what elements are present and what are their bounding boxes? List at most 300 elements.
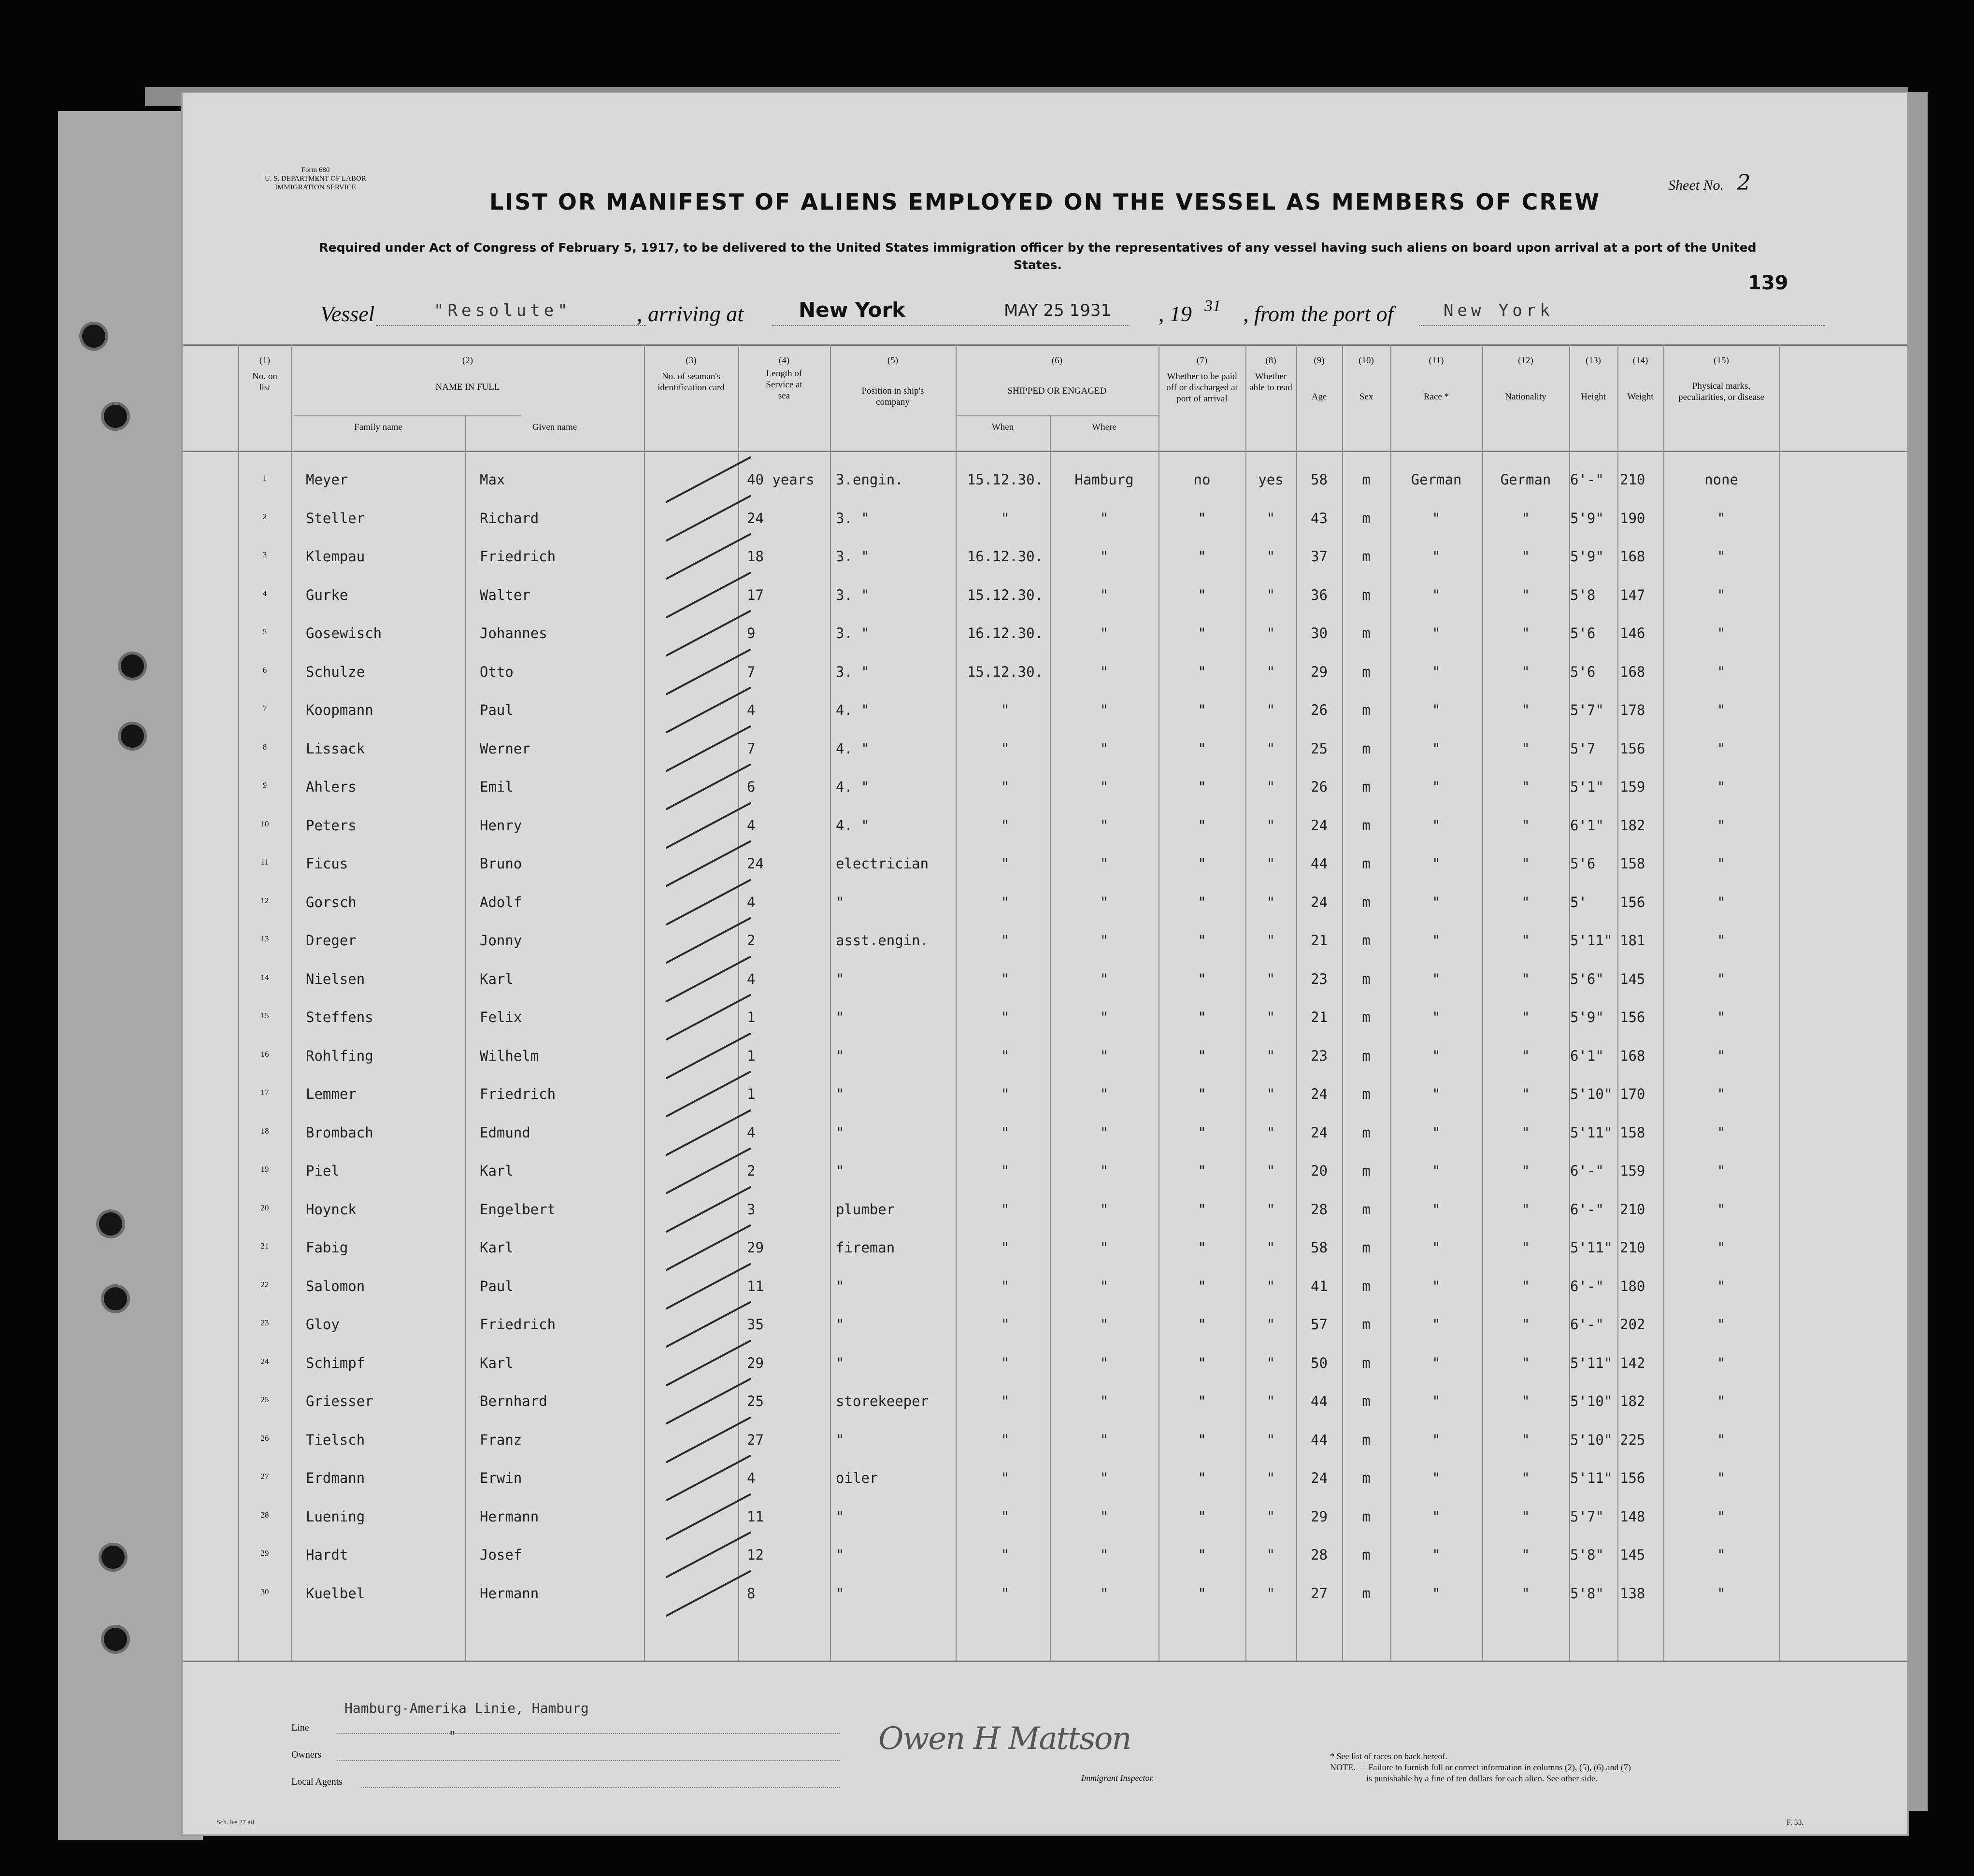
- row-number: 25: [260, 1395, 269, 1404]
- cell-when: ": [1001, 1047, 1010, 1064]
- table-row: [183, 1505, 1907, 1543]
- inspector-label: Immigrant Inspector.: [1081, 1773, 1154, 1783]
- header-service: (4) Length of Service at sea: [766, 355, 802, 401]
- cell-position: ": [836, 1124, 844, 1141]
- cell-position: 3. ": [836, 586, 870, 603]
- cell-sex: m: [1362, 855, 1371, 872]
- cell-when: ": [1001, 1508, 1010, 1525]
- cell-sex: m: [1362, 625, 1371, 641]
- cell-service: 2: [747, 1163, 756, 1179]
- form-number: Form 680: [301, 166, 330, 174]
- header-weight: (14) Weight: [1627, 355, 1654, 402]
- cell-position: 3. ": [836, 663, 870, 680]
- service-name: IMMIGRATION SERVICE: [275, 184, 356, 191]
- cell-given: Werner: [480, 740, 530, 757]
- schedule-code: Sch. las 27 ad: [216, 1819, 254, 1826]
- cell-position: ": [836, 1547, 844, 1563]
- cell-where: ": [1100, 740, 1109, 757]
- cell-where: ": [1100, 586, 1109, 603]
- cell-marks: ": [1717, 1124, 1726, 1141]
- cell-service: 3: [747, 1201, 756, 1218]
- cell-sex: m: [1362, 1009, 1371, 1025]
- cell-age: 24: [1311, 817, 1328, 834]
- cell-race: ": [1432, 586, 1441, 603]
- cell-paid: ": [1198, 779, 1206, 795]
- binder-hole: [121, 725, 144, 748]
- cell-height: 5'6": [1570, 970, 1604, 987]
- cell-given: Karl: [480, 970, 514, 987]
- table-row: [183, 967, 1907, 1006]
- header-bottom-rule: [183, 451, 1907, 452]
- cell-given: Karl: [480, 1163, 514, 1179]
- sheet-value: 2: [1737, 171, 1751, 195]
- cell-where: ": [1100, 970, 1109, 987]
- cell-age: 21: [1311, 1009, 1328, 1025]
- binder-hole: [99, 1212, 122, 1236]
- cell-paid: ": [1198, 855, 1206, 872]
- binder-hole: [101, 1546, 125, 1569]
- cell-family: Steller: [306, 510, 365, 526]
- cell-nationality: ": [1521, 663, 1530, 680]
- cell-marks: ": [1717, 1508, 1726, 1525]
- cell-height: 5'10": [1570, 1086, 1613, 1102]
- cell-paid: ": [1198, 740, 1206, 757]
- cell-race: ": [1432, 1547, 1441, 1563]
- cell-paid: ": [1198, 1047, 1206, 1064]
- cell-nationality: ": [1521, 817, 1530, 834]
- table-row: [183, 1389, 1907, 1428]
- cell-read: ": [1266, 740, 1275, 757]
- sheet-label: Sheet No.: [1668, 177, 1724, 193]
- cell-height: 5'8": [1570, 1547, 1604, 1563]
- cell-service: 4: [747, 894, 756, 910]
- cell-marks: ": [1717, 1316, 1726, 1333]
- cell-height: 5'8: [1570, 586, 1596, 603]
- cell-position: 4. ": [836, 817, 870, 834]
- cell-race: ": [1432, 1124, 1441, 1141]
- cell-service: 2: [747, 932, 756, 949]
- cell-service: 29: [747, 1239, 764, 1256]
- cell-race: ": [1432, 970, 1441, 987]
- cell-height: 5'9": [1570, 548, 1604, 565]
- cell-nationality: ": [1521, 1316, 1530, 1333]
- cell-nationality: ": [1521, 1278, 1530, 1294]
- cell-height: 5'6: [1570, 663, 1596, 680]
- cell-service: 1: [747, 1009, 756, 1025]
- cell-read: ": [1266, 894, 1275, 910]
- cell-when: ": [1001, 932, 1010, 949]
- cell-given: Hermann: [480, 1508, 539, 1525]
- cell-where: ": [1100, 1124, 1109, 1141]
- cell-sex: m: [1362, 932, 1371, 949]
- cell-service: 4: [747, 1124, 756, 1141]
- cell-service: 24: [747, 855, 764, 872]
- cell-paid: ": [1198, 1086, 1206, 1102]
- row-number: 28: [260, 1510, 269, 1520]
- cell-when: ": [1001, 1201, 1010, 1218]
- cell-age: 50: [1311, 1354, 1328, 1371]
- cell-family: Gloy: [306, 1316, 340, 1333]
- header-given-name: Given name: [532, 422, 577, 432]
- cell-height: 5'7": [1570, 1508, 1604, 1525]
- cell-read: ": [1266, 586, 1275, 603]
- cell-marks: none: [1704, 471, 1738, 488]
- cell-age: 44: [1311, 855, 1328, 872]
- cell-weight: 182: [1620, 1393, 1645, 1409]
- cell-family: Brombach: [306, 1124, 373, 1141]
- header-sex: (10) Sex: [1359, 355, 1374, 402]
- table-row: [183, 813, 1907, 852]
- cell-marks: ": [1717, 855, 1726, 872]
- cell-paid: ": [1198, 1508, 1206, 1525]
- cell-sex: m: [1362, 1086, 1371, 1102]
- cell-where: Hamburg: [1074, 471, 1134, 488]
- cell-service: 7: [747, 663, 756, 680]
- cell-given: Engelbert: [480, 1201, 556, 1218]
- cell-height: 5'11": [1570, 1470, 1613, 1486]
- cell-weight: 159: [1620, 779, 1645, 795]
- cell-nationality: ": [1521, 1354, 1530, 1371]
- cell-family: Gosewisch: [306, 625, 382, 641]
- cell-height: 5'10": [1570, 1431, 1613, 1448]
- cell-sex: m: [1362, 1431, 1371, 1448]
- cell-nationality: ": [1521, 1009, 1530, 1025]
- cell-height: 5'8": [1570, 1585, 1604, 1602]
- cell-sex: m: [1362, 1508, 1371, 1525]
- cell-when: ": [1001, 1278, 1010, 1294]
- note-line-1: NOTE. — Failure to furnish full or correct information in columns (2), (5), (6) and (7): [1330, 1762, 1631, 1772]
- row-number: 21: [260, 1241, 269, 1251]
- cell-race: ": [1432, 1201, 1441, 1218]
- cell-service: 18: [747, 548, 764, 565]
- header-paid-off: (7) Whether to be paid off or discharged at port of arrival: [1166, 355, 1238, 404]
- cell-height: 5'9": [1570, 1009, 1604, 1025]
- cell-position: ": [836, 894, 844, 910]
- cell-age: 26: [1311, 779, 1328, 795]
- cell-paid: ": [1198, 548, 1206, 565]
- cell-paid: ": [1198, 1278, 1206, 1294]
- cell-family: Steffens: [306, 1009, 373, 1025]
- cell-position: 3. ": [836, 510, 870, 526]
- cell-height: 5'6: [1570, 625, 1596, 641]
- cell-position: ": [836, 1354, 844, 1371]
- row-number: 19: [260, 1165, 269, 1174]
- cell-weight: 156: [1620, 740, 1645, 757]
- cell-weight: 158: [1620, 855, 1645, 872]
- cell-weight: 178: [1620, 702, 1645, 718]
- cell-position: ": [836, 970, 844, 987]
- cell-where: ": [1100, 510, 1109, 526]
- cell-family: Salomon: [306, 1278, 365, 1294]
- row-number: 13: [260, 934, 269, 943]
- header-shipped: (6) SHIPPED OR ENGAGED: [1007, 355, 1107, 396]
- table-row: [183, 852, 1907, 890]
- cell-paid: ": [1198, 1201, 1206, 1218]
- cell-where: ": [1100, 817, 1109, 834]
- cell-nationality: ": [1521, 510, 1530, 526]
- cell-race: ": [1432, 510, 1441, 526]
- cell-nationality: ": [1521, 1393, 1530, 1409]
- table-row: [183, 1236, 1907, 1274]
- cell-read: ": [1266, 1278, 1275, 1294]
- table-row: [183, 1312, 1907, 1351]
- cell-sex: m: [1362, 779, 1371, 795]
- cell-when: ": [1001, 1393, 1010, 1409]
- cell-given: Bruno: [480, 855, 522, 872]
- cell-service: 8: [747, 1585, 756, 1602]
- binder-hole: [104, 405, 127, 428]
- cell-sex: m: [1362, 702, 1371, 718]
- cell-sex: m: [1362, 1239, 1371, 1256]
- cell-nationality: ": [1521, 1547, 1530, 1563]
- cell-given: Friedrich: [480, 548, 556, 565]
- cell-service: 1: [747, 1086, 756, 1102]
- cell-given: Josef: [480, 1547, 522, 1563]
- table-row: [183, 1082, 1907, 1121]
- cell-when: ": [1001, 894, 1010, 910]
- cell-read: ": [1266, 932, 1275, 949]
- cell-paid: ": [1198, 1547, 1206, 1563]
- cell-read: ": [1266, 1009, 1275, 1025]
- header-nationality: (12) Nationality: [1505, 355, 1546, 402]
- cell-family: Lemmer: [306, 1086, 357, 1102]
- cell-family: Gurke: [306, 586, 348, 603]
- cell-weight: 145: [1620, 1547, 1645, 1563]
- cell-race: ": [1432, 702, 1441, 718]
- cell-where: ": [1100, 1239, 1109, 1256]
- port-underline: [772, 325, 1130, 326]
- cell-age: 26: [1311, 702, 1328, 718]
- cell-sex: m: [1362, 817, 1371, 834]
- cell-weight: 181: [1620, 932, 1645, 949]
- row-number: 27: [260, 1472, 269, 1481]
- cell-sex: m: [1362, 740, 1371, 757]
- cell-race: ": [1432, 1086, 1441, 1102]
- cell-family: Ficus: [306, 855, 348, 872]
- cell-sex: m: [1362, 1163, 1371, 1179]
- cell-sex: m: [1362, 1393, 1371, 1409]
- cell-given: Friedrich: [480, 1086, 556, 1102]
- row-number: 24: [260, 1356, 269, 1366]
- row-number: 22: [260, 1279, 269, 1289]
- cell-service: 7: [747, 740, 756, 757]
- cell-service: 12: [747, 1547, 764, 1563]
- cell-position: electrician: [836, 855, 929, 872]
- cell-race: ": [1432, 932, 1441, 949]
- cell-given: Johannes: [480, 625, 547, 641]
- cell-age: 41: [1311, 1278, 1328, 1294]
- cell-read: ": [1266, 1354, 1275, 1371]
- cell-given: Bernhard: [480, 1393, 547, 1409]
- table-row: [183, 1159, 1907, 1197]
- cell-family: Erdmann: [306, 1470, 365, 1486]
- inspector-signature: Owen H Mattson: [878, 1721, 1131, 1757]
- cell-given: Adolf: [480, 894, 522, 910]
- cell-age: 28: [1311, 1201, 1328, 1218]
- cell-weight: 156: [1620, 1009, 1645, 1025]
- header-when: When: [991, 422, 1014, 432]
- cell-sex: m: [1362, 663, 1371, 680]
- cell-paid: ": [1198, 817, 1206, 834]
- cell-marks: ": [1717, 1470, 1726, 1486]
- cell-given: Paul: [480, 702, 514, 718]
- cell-age: 24: [1311, 1124, 1328, 1141]
- cell-service: 27: [747, 1431, 764, 1448]
- cell-race: ": [1432, 1508, 1441, 1525]
- cell-where: ": [1100, 702, 1109, 718]
- cell-service: 4: [747, 702, 756, 718]
- row-number: 20: [260, 1203, 269, 1212]
- cell-marks: ": [1717, 1393, 1726, 1409]
- cell-family: Tielsch: [306, 1431, 365, 1448]
- cell-age: 23: [1311, 1047, 1328, 1064]
- cell-height: 5'11": [1570, 1124, 1613, 1141]
- cell-age: 28: [1311, 1547, 1328, 1563]
- cell-height: 5': [1570, 894, 1587, 910]
- cell-family: Meyer: [306, 471, 348, 488]
- name-subheader-rule: [294, 415, 521, 416]
- cell-paid: ": [1198, 1009, 1206, 1025]
- cell-read: ": [1266, 625, 1275, 641]
- line-label: Line: [291, 1722, 309, 1733]
- cell-sex: m: [1362, 471, 1371, 488]
- table-row: [183, 1197, 1907, 1236]
- cell-given: Karl: [480, 1354, 514, 1371]
- table-row: [183, 544, 1907, 583]
- cell-position: ": [836, 1278, 844, 1294]
- cell-given: Franz: [480, 1431, 522, 1448]
- cell-sex: m: [1362, 548, 1371, 565]
- cell-given: Friedrich: [480, 1316, 556, 1333]
- cell-when: 16.12.30.: [967, 625, 1044, 641]
- cell-given: Paul: [480, 1278, 514, 1294]
- cell-given: Edmund: [480, 1124, 530, 1141]
- cell-read: ": [1266, 1239, 1275, 1256]
- cell-nationality: German: [1500, 471, 1551, 488]
- cell-position: ": [836, 1047, 844, 1064]
- year-value: 31: [1204, 297, 1221, 315]
- cell-age: 30: [1311, 625, 1328, 641]
- cell-height: 6'1": [1570, 1047, 1604, 1064]
- cell-read: ": [1266, 548, 1275, 565]
- cell-where: ": [1100, 1201, 1109, 1218]
- row-number: 29: [260, 1549, 269, 1558]
- cell-height: 5'11": [1570, 1239, 1613, 1256]
- cell-where: ": [1100, 1009, 1109, 1025]
- cell-age: 37: [1311, 548, 1328, 565]
- cell-where: ": [1100, 894, 1109, 910]
- owners-label: Owners: [291, 1749, 322, 1760]
- cell-sex: m: [1362, 1470, 1371, 1486]
- cell-nationality: ": [1521, 548, 1530, 565]
- cell-when: ": [1001, 740, 1010, 757]
- cell-sex: m: [1362, 1547, 1371, 1563]
- cell-age: 27: [1311, 1585, 1328, 1602]
- cell-marks: ": [1717, 1201, 1726, 1218]
- cell-weight: 182: [1620, 817, 1645, 834]
- cell-paid: ": [1198, 1354, 1206, 1371]
- row-number: 23: [260, 1318, 269, 1327]
- cell-where: ": [1100, 1470, 1109, 1486]
- table-row: [183, 506, 1907, 545]
- cell-age: 24: [1311, 1086, 1328, 1102]
- cell-when: ": [1001, 1086, 1010, 1102]
- cell-age: 29: [1311, 663, 1328, 680]
- cell-race: ": [1432, 1239, 1441, 1256]
- note-line-2: is punishable by a fine of ten dollars for each alien. See other side.: [1366, 1774, 1598, 1783]
- cell-family: Piel: [306, 1163, 340, 1179]
- cell-family: Hardt: [306, 1547, 348, 1563]
- cell-marks: ": [1717, 586, 1726, 603]
- cell-weight: 148: [1620, 1508, 1645, 1525]
- cell-when: ": [1001, 817, 1010, 834]
- cell-sex: m: [1362, 1124, 1371, 1141]
- cell-race: ": [1432, 740, 1441, 757]
- cell-marks: ": [1717, 663, 1726, 680]
- cell-marks: ": [1717, 740, 1726, 757]
- cell-paid: ": [1198, 586, 1206, 603]
- cell-given: Wilhelm: [480, 1047, 539, 1064]
- cell-marks: ": [1717, 1547, 1726, 1563]
- cell-nationality: ": [1521, 894, 1530, 910]
- cell-race: ": [1432, 1585, 1441, 1602]
- from-port: New York: [1444, 301, 1554, 320]
- row-number: 12: [260, 895, 269, 905]
- cell-given: Jonny: [480, 932, 522, 949]
- header-family-name: Family name: [354, 422, 402, 432]
- cell-family: Nielsen: [306, 970, 365, 987]
- cell-height: 5'7: [1570, 740, 1596, 757]
- table-row: [183, 1044, 1907, 1082]
- cell-age: 25: [1311, 740, 1328, 757]
- arriving-label: , arriving at: [637, 301, 744, 326]
- binder-hole: [121, 654, 144, 678]
- arrival-port: New York: [799, 298, 906, 322]
- cell-read: ": [1266, 1585, 1275, 1602]
- cell-marks: ": [1717, 1278, 1726, 1294]
- cell-position: 3. ": [836, 548, 870, 565]
- cell-when: ": [1001, 1239, 1010, 1256]
- cell-nationality: ": [1521, 586, 1530, 603]
- cell-marks: ": [1717, 1585, 1726, 1602]
- cell-position: ": [836, 1508, 844, 1525]
- cell-age: 24: [1311, 894, 1328, 910]
- cell-paid: ": [1198, 1393, 1206, 1409]
- cell-where: ": [1100, 1086, 1109, 1102]
- cell-height: 6'1": [1570, 817, 1604, 834]
- cell-where: ": [1100, 1278, 1109, 1294]
- cell-sex: m: [1362, 1201, 1371, 1218]
- row-number: 26: [260, 1433, 269, 1443]
- row-number: 4: [262, 588, 267, 598]
- cell-race: ": [1432, 1278, 1441, 1294]
- vessel-line: [183, 297, 1907, 344]
- table-row: [183, 737, 1907, 775]
- document-title: LIST OR MANIFEST OF ALIENS EMPLOYED ON THE VESSEL AS MEMBERS OF CREW: [489, 189, 1601, 215]
- table-row: [183, 890, 1907, 929]
- cell-height: 5'10": [1570, 1393, 1613, 1409]
- cell-age: 58: [1311, 1239, 1328, 1256]
- cell-race: ": [1432, 894, 1441, 910]
- cell-nationality: ": [1521, 1431, 1530, 1448]
- cell-when: ": [1001, 1354, 1010, 1371]
- cell-service: 40 years: [747, 471, 815, 488]
- cell-marks: ": [1717, 817, 1726, 834]
- cell-marks: ": [1717, 779, 1726, 795]
- cell-age: 58: [1311, 471, 1328, 488]
- row-number: 16: [260, 1049, 269, 1059]
- cell-family: Peters: [306, 817, 357, 834]
